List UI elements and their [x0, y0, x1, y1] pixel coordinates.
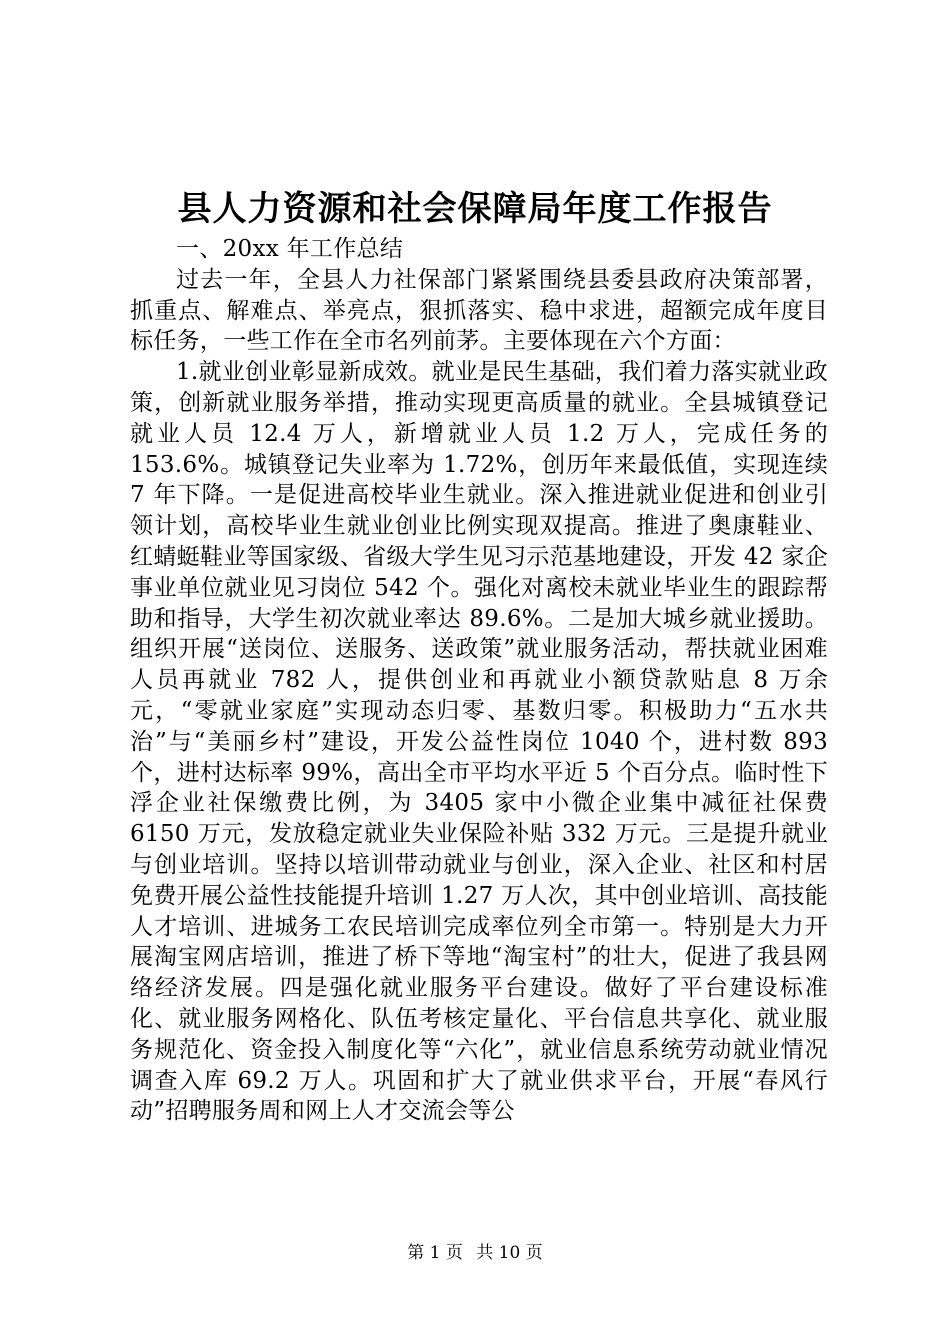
page-total: 共 10 页 — [476, 1243, 543, 1263]
page-footer — [0, 1241, 950, 1265]
section-heading: 一、20xx 年工作总结 — [176, 236, 404, 262]
paragraph-intro: 过去一年，全县人力社保部门紧紧围绕县委县政府决策部署，抓重点、解难点、举亮点，狠抓落实、稳中求进，超额完成年度目标任务，一些工作在全市名列前茅。主要体现在六个方面： — [130, 266, 828, 355]
paragraph-employment: 1.就业创业彰显新成效。就业是民生基础，我们着力落实就业政策，创新就业服务举措，推动实现更高质量的就业。全县城镇登记就业人员 12.4 万人，新增就业人员 1.2 万人，完成任务的 153.6%。城镇登记失业率为 1.72%，创历年来最低值，实现连续 7 年下降。一是促进高校毕业生就业。深入推进就业促进和创业引领计划，高校毕业生就业创业比例实现双提高。推进了奥康鞋业、红蜻蜓鞋业等国家级、省级大学生见习示范基地建设，开发 42 家企事业单位就业见习岗位 542 个。强化对离校未就业毕业生的跟踪帮助和指导，大学生初次就业率达 89.6%。二是加大城乡就业援助。组织开展“送岗位、送服务、送政策”就业服务活动，帮扶就业困难人员再就业 782 人，提供创业和再就业小额贷款贴息 8 万余元，“零就业家庭”实现动态归零、基数归零。积极助力“五水共治”与“美丽乡村”建设，开发公益性岗位 1040 个，进村数 893 个，进村达标率 99%，高出全市平均水平近 5 个百分点。临时性下浮企业社保缴费比例，为 3405 家中小微企业集中减征社保费 6150 万元，发放稳定就业失业保险补贴 332 万元。三是提升就业与创业培训。坚持以培训带动就业与创业，深入企业、社区和村居免费开展公益性技能提升培训 1.27 万人次，其中创业培训、高技能人才培训、进城务工农民培训完成率位列全市第一。特别是大力开展淘宝网店培训，推进了桥下等地“淘宝村”的壮大，促进了我县网络经济发展。四是强化就业服务平台建设。做好了平台建设标准化、就业服务网格化、队伍考核定量化、平台信息共享化、就业服务规范化、资金投入制度化等“六化”，就业信息系统劳动就业情况调查入库 69.2 万人。巩固和扩大了就业供求平台，开展“春风行动”招聘服务周和网上人才交流会等公 — [130, 359, 828, 1125]
document-body — [130, 234, 828, 1127]
page-number: 第 1 页 — [407, 1243, 463, 1263]
document-title: 县人力资源和社会保障局年度工作报告 — [177, 189, 773, 229]
